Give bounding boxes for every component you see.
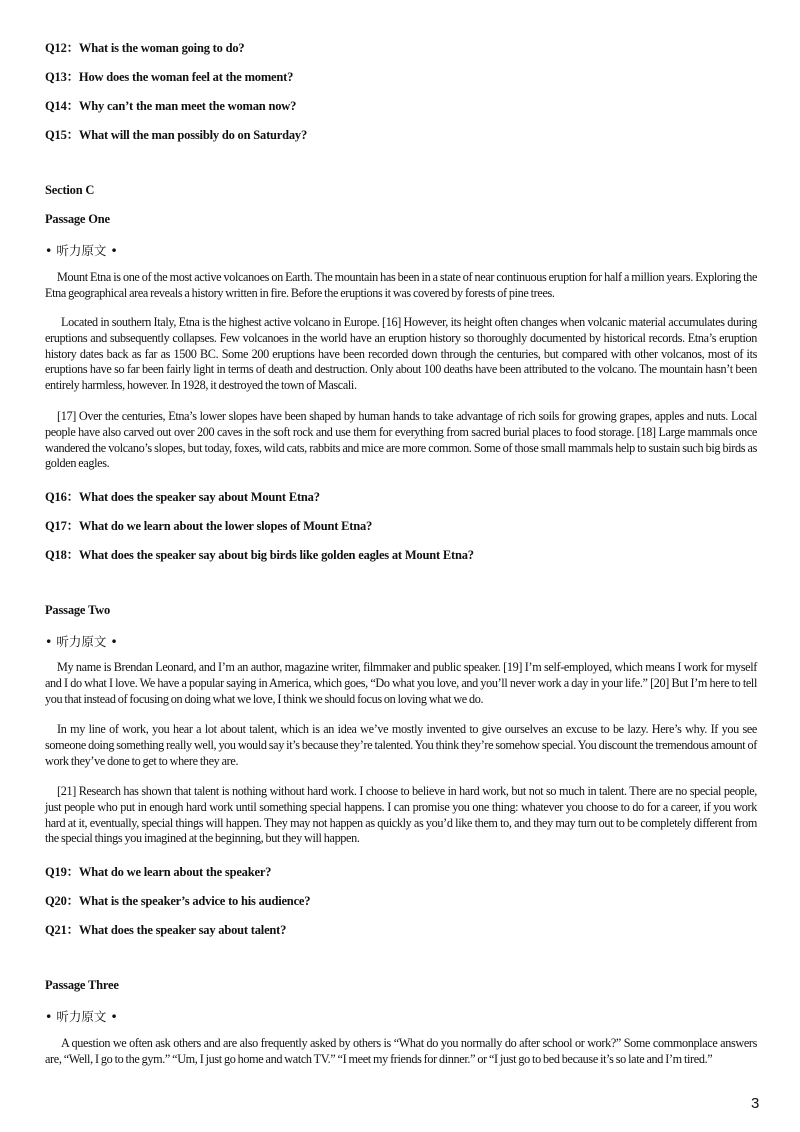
page-number: 3 — [751, 1095, 760, 1112]
passage-one-paragraph-2: Located in southern Italy, Etna is the highest active volcano in Europe. [16] However, its height often changes when volcanic material accumulates during eruptions and subsequently collapses. Few volcanoes in the world have an eruption history so thoroughly documented by historical records. Etna’s eruption history dates back as far as 1500 BC. Some 200 eruptions have been recorded down through the centuries, but compared with other volcanos, most of its eruptions have so far been fairly light in terms of death and destruction. Only about 100 deaths have been attributed to the volcano. The mountain hasn’t been entirely harmless, however. In 1928, it destroyed the town of Mascali. — [45, 315, 757, 393]
question-q15: Q15：What will the man possibly do on Saturday? — [45, 128, 308, 142]
question-q19: Q19：What do we learn about the speaker? — [45, 865, 272, 879]
passage-three-transcript-tag: • 听力原文 • — [45, 1009, 118, 1024]
passage-one-paragraph-1: Mount Etna is one of the most active volcanoes on Earth. The mountain has been in a state of near continuous eruption for half a million years. Exploring the Etna geographical area reveals a history written in fire. Before the eruptions it was covered by forests of pine trees. — [45, 270, 757, 300]
question-q17: Q17：What do we learn about the lower slopes of Mount Etna? — [45, 519, 373, 533]
passage-two-paragraph-2: In my line of work, you hear a lot about talent, which is an idea we’ve mostly invented to give ourselves an excuse to be lazy. Here’s why. If you see someone doing something really well, you would say it’s because they’re talented. You think they’re somehow special. You discount the tremendous amount of work they’ve done to get to where they are. — [45, 722, 757, 768]
question-q13: Q13：How does the woman feel at the moment? — [45, 70, 294, 84]
passage-one-paragraph-3: [17] Over the centuries, Etna’s lower slopes have been shaped by human hands to take advantage of rich soils for growing grapes, apples and nuts. Local people have also carved out over 200 caves in the soft rock and use them for everything from sacred burial places to food storage. [18] Large mammals once wandered the volcano’s slopes, but today, foxes, wild cats, rabbits and mice are more common. Some of those small mammals help to sustain such big birds as golden eagles. — [45, 409, 757, 471]
question-q12: Q12：What is the woman going to do? — [45, 41, 245, 55]
passage-two-paragraph-1: My name is Brendan Leonard, and I’m an author, magazine writer, filmmaker and public speaker. [19] I’m self-employed, which means I work for myself and I do what I love. We have a popular saying in America, which goes, “Do what you love, and you’ll never work a day in your life.” [20] But I’m here to tell you that instead of focusing on doing what we love, I think we should focus on loving what we do. — [45, 660, 757, 706]
passage-two-paragraph-3: [21] Research has shown that talent is nothing without hard work. I choose to believe in hard work, but not so much in talent. There are no special people, just people who put in enough hard work until something special happens. I can promise you one thing: whatever you choose to do for a career, if you work hard at it, eventually, special things will happen. They may not happen as quickly as you’d like them to, and they may turn out to be completely different from the special things you imagined at the beginning, but they will happen. — [45, 784, 757, 846]
question-q14: Q14：Why can’t the man meet the woman now? — [45, 99, 297, 113]
passage-one-transcript-tag: • 听力原文 • — [45, 243, 118, 258]
passage-two-heading: Passage Two — [45, 603, 111, 617]
question-q18: Q18：What does the speaker say about big birds like golden eagles at Mount Etna? — [45, 548, 474, 562]
passage-two-transcript-tag: • 听力原文 • — [45, 634, 118, 649]
question-q16: Q16：What does the speaker say about Mount Etna? — [45, 490, 320, 504]
passage-three-heading: Passage Three — [45, 978, 119, 992]
passage-one-heading: Passage One — [45, 212, 110, 226]
section-c-heading: Section C — [45, 183, 95, 197]
question-q21: Q21：What does the speaker say about talent? — [45, 923, 287, 937]
passage-three-paragraph-1: A question we often ask others and are also frequently asked by others is “What do you normally do after school or work?” Some commonplace answers are, “Well, I go to the gym.” “Um, I just go home and watch TV.” “I meet my friends for dinner.” or “I just go to bed because it’s so late and I’m tired.” — [45, 1036, 757, 1066]
question-q20: Q20：What is the speaker’s advice to his audience? — [45, 894, 311, 908]
